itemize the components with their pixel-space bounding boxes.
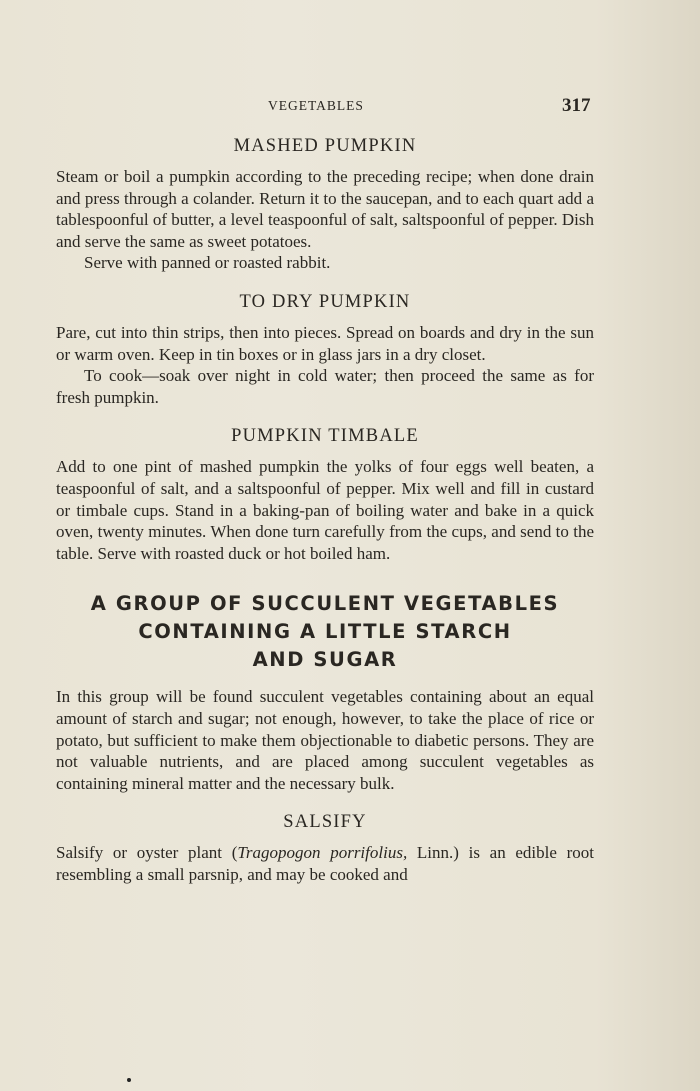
group-heading-line-3: AND SUGAR — [252, 648, 398, 672]
group-heading-line-1: A GROUP OF SUCCULENT VEGETABLES — [90, 592, 560, 616]
dry-pumpkin-cooking-note: To cook—soak over night in cold water; then proceed the same as for fresh pumpkin. — [56, 366, 594, 407]
dry-pumpkin-paragraph: Pare, cut into thin strips, then into pieces. Spread on boards and dry in the sun or warm oven. Keep in tin boxes or in glass jars in a dry closet. — [56, 322, 594, 364]
mashed-pumpkin-serving-note: Serve with panned or roasted rabbit. — [84, 253, 331, 273]
pumpkin-timbale-title: PUMPKIN TIMBALE — [231, 426, 419, 447]
salsify-text-end: Linn.) is an edible root resembling a small parsnip, and may be cooked and — [56, 843, 595, 884]
pumpkin-timbale-paragraph: Add to one pint of mashed pumpkin the yolks of four eggs well beaten, a teaspoonful of salt, and a saltspoonful of pepper. Mix well and fill in custard or timbale cups. Stand in a baking-pan of boiling water and bake in a quick oven, twenty minutes. When done turn carefully from the cups, and send to the table. Serve with roasted duck or hot boiled ham. — [56, 457, 594, 563]
ink-speck — [127, 1078, 131, 1082]
running-head: VEGETABLES — [268, 98, 364, 113]
group-paragraph: In this group will be found succulent vegetables containing about an equal amount of starch and sugar; not enough, however, to take the place of rice or potato, but sufficient to make them objectionable to diabetic persons. They are not valuable nutrients, and are placed among succulent vegetables as containing mineral matter and the necessary bulk. — [56, 687, 594, 793]
mashed-pumpkin-title: MASHED PUMPKIN — [233, 136, 417, 156]
page-header — [0, 96, 700, 120]
dry-pumpkin-title: TO DRY PUMPKIN — [239, 291, 411, 312]
spacer — [56, 408, 594, 422]
salsify-text-start: Salsify or oyster plant ( — [56, 843, 238, 863]
salsify-paragraph — [56, 842, 594, 885]
group-heading — [56, 590, 594, 674]
spacer — [56, 564, 594, 590]
group-heading-line-2: CONTAINING A LITTLE STARCH — [138, 620, 512, 644]
spacer — [56, 274, 594, 288]
mashed-pumpkin-paragraph: Steam or boil a pumpkin according to the preceding recipe; when done drain and press through a colander. Return it to the saucepan, and to each quart add a tablespoonful of butter, a level teaspoonful of salt, saltspoonful of pepper. Dish and serve the same as sweet potatoes. — [56, 167, 594, 251]
text-column — [56, 132, 594, 885]
spacer — [56, 794, 594, 808]
salsify-title: SALSIFY — [283, 812, 367, 833]
page-number: 317 — [562, 95, 591, 116]
salsify-latin-name: Tragopogon porrifolius, — [237, 843, 408, 863]
